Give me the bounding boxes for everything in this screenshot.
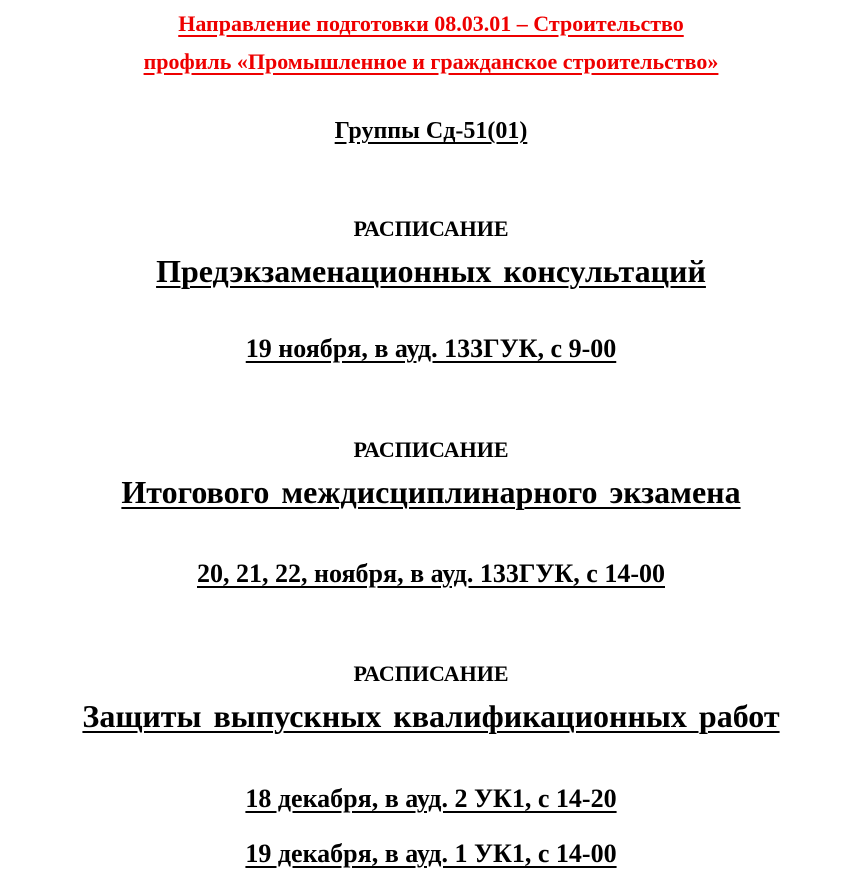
defense-date-line-1: 18 декабря, в ауд. 2 УК1, с 14-20	[245, 784, 617, 813]
consultation-date-line: 19 ноября, в ауд. 133ГУК, с 9-00	[245, 334, 617, 363]
group-title: Группы Сд-51(01)	[334, 118, 528, 144]
program-direction-line: Направление подготовки 08.03.01 – Строительство	[178, 11, 684, 36]
subject-thesis-defense: Защиты выпускных квалификационных работ	[82, 698, 780, 734]
subject-final-exam: Итогового междисциплинарного экзамена	[121, 474, 741, 510]
program-profile-line: профиль «Промышленное и гражданское строительство»	[143, 49, 719, 74]
defense-date-line-2: 19 декабря, в ауд. 1 УК1, с 14-00	[245, 839, 617, 868]
schedule-heading-defense: РАСПИСАНИЕ	[353, 661, 509, 686]
schedule-heading-consultations: РАСПИСАНИЕ	[353, 216, 509, 241]
exam-date-line: 20, 21, 22, ноября, в ауд. 133ГУК, с 14-00	[197, 559, 665, 588]
schedule-heading-exam: РАСПИСАНИЕ	[353, 437, 509, 462]
subject-consultations: Предэкзаменационных консультаций	[156, 253, 706, 289]
